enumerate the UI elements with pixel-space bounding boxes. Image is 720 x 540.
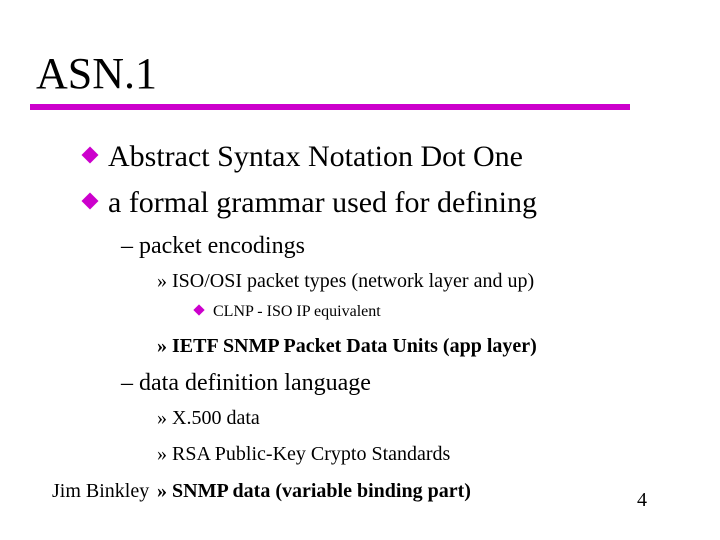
footer-author: Jim Binkley [52, 480, 150, 502]
bullet-text: Abstract Syntax Notation Dot One [108, 140, 523, 173]
sub-item-packet-encodings: – packet encodings [121, 233, 305, 259]
sub-sub-item-x500: » X.500 data [157, 407, 260, 429]
title-underline [30, 104, 630, 110]
bullet-grammar [84, 188, 537, 218]
bullet-abstract [84, 142, 523, 172]
sub-sub-item-snmp-data: » SNMP data (variable binding part) [157, 480, 471, 502]
nested-bullet-text: CLNP - ISO IP equivalent [213, 303, 381, 320]
page-number: 4 [637, 489, 647, 511]
sub-sub-item-ietf-snmp: » IETF SNMP Packet Data Units (app layer) [157, 335, 537, 357]
sub-sub-item-iso-osi: » ISO/OSI packet types (network layer and up) [157, 270, 535, 292]
sub-sub-item-rsa: » RSA Public-Key Crypto Standards [157, 443, 451, 465]
diamond-bullet-icon [82, 193, 99, 210]
nested-bullet-clnp [195, 304, 381, 320]
diamond-bullet-icon [82, 147, 99, 164]
slide-title: ASN.1 [36, 49, 158, 98]
diamond-bullet-icon [193, 304, 204, 315]
bullet-text: a formal grammar used for defining [108, 186, 538, 219]
sub-item-data-definition: – data definition language [121, 370, 371, 396]
